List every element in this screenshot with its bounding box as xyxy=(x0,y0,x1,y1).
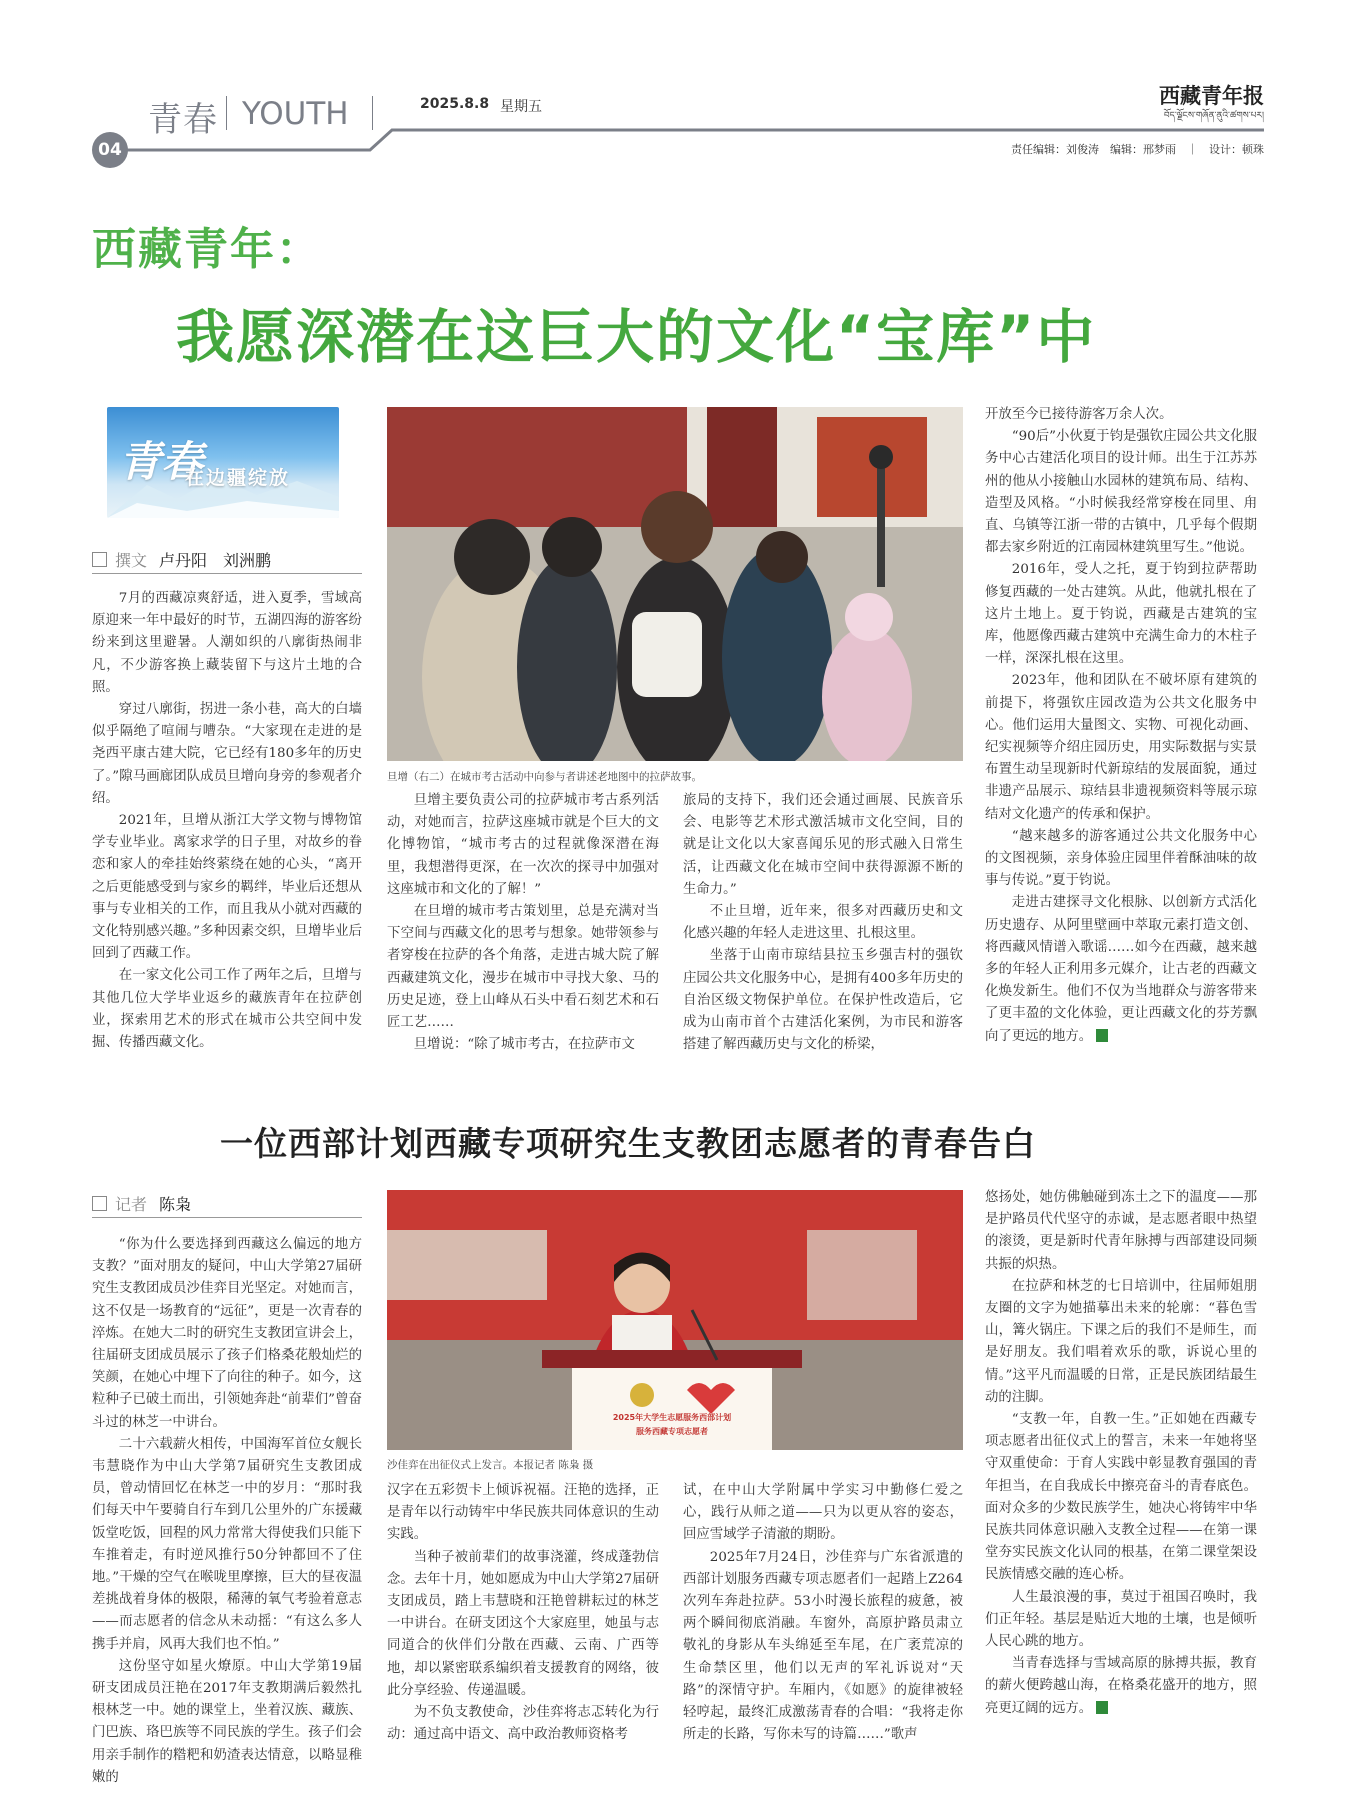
paragraph xyxy=(985,1653,1257,1720)
paragraph: 旅局的支持下，我们还会通过画展、民族音乐会、电影等艺术形式激活城市文化空间，目的就是让文化以大家喜闻乐见的形式融入日常生活，让西藏文化在城市空间中获得源源不断的生命力。” xyxy=(683,793,963,897)
column-logo-title: 青春 xyxy=(119,437,204,486)
podium-text-line1: 2025年大学生志愿服务西部计划 xyxy=(612,1413,732,1422)
article1-photo-caption: 旦增（右二）在城市考古活动中向参与者讲述老地图中的拉萨故事。 xyxy=(387,771,702,783)
masthead-tibetan: བོད་ལྗོངས་གཞོན་ནུའི་ཚགས་པར། xyxy=(1163,111,1264,121)
article2-column-4 xyxy=(985,1187,1257,1720)
paragraph: 不止旦增，近年来，很多对西藏历史和文化感兴趣的年轻人走进这里、扎根这里。 xyxy=(683,904,963,942)
issue-date: 2025.8.8 xyxy=(420,96,490,112)
paragraph: 在一家文化公司工作了两年之后，旦增与其他几位大学毕业返乡的藏族青年在拉萨创业，探索用艺术的形式在城市公共空间中发掘、传播西藏文化。 xyxy=(92,968,362,1051)
article1-headline-line1: 西藏青年： xyxy=(92,224,322,275)
paragraph: 当种子被前辈们的故事浇灌，终成蓬勃信念。去年十月，她如愿成为中山大学第27届研支团成员，踏上韦慧晓和汪艳曾耕耘过的林芝一中讲台。在研支团这个大家庭里，她虽与志同道合的伙伴们分散在西藏、云南、广西等地，却以紧密联系编织着支援教育的网络，彼此分享经验、传递温暖。 xyxy=(387,1549,659,1698)
masthead-title: 西藏青年报 xyxy=(1159,83,1264,108)
article1-column-2 xyxy=(387,790,659,1056)
paragraph: 在旦增的城市考古策划里，总是充满对当下空间与西藏文化的思考与想象。她带领参与者穿梭在拉萨的各个角落，走进古城大院了解西藏建筑文化，漫步在城市中寻找大象、马的历史足迹，登上山峰从石头中看石刻艺术和石匠工艺…… xyxy=(387,904,659,1031)
article1-column-3 xyxy=(683,790,963,1056)
paragraph: 2025年7月24日，沙佳弈与广东省派遣的西部计划服务西藏专项志愿者们一起踏上Z264次列车奔赴拉萨。53小时漫长旅程的疲惫，被两个瞬间彻底消融。车窗外，高原护路员肃立敬礼的身影从车头绵延至车尾，在广袤荒凉的生命禁区里，他们以无声的军礼诉说对“天路”的深情守护。车厢内，《如愿》的旋律被轻轻哼起，最终汇成激荡青春的合唱：“我将走你所走的长路，写你未写的诗篇……”歌声 xyxy=(683,1549,963,1743)
byline-names: 卢丹阳 刘洲鹏 xyxy=(159,551,272,570)
article2-photo xyxy=(387,1190,963,1450)
paragraph: 在拉萨和林芝的七日培训中，往届师姐朋友圈的文字为她描摹出未来的轮廓：“暮色雪山，篝火锅庄。下课之后的我们不是师生，而是好朋友。我们唱着欢乐的歌，诉说心里的情。”这平凡而温暖的日常，正是民族团结最生动的注脚。 xyxy=(985,1278,1257,1405)
article2-column-1 xyxy=(92,1234,362,1789)
paragraph: 穿过八廓街，拐进一条小巷，高大的白墙似乎隔绝了喧闹与嘈杂。“大家现在走进的是尧西平康古建大院，它已经有180多年的历史了。”隙马画廊团队成员旦增向身旁的参观者介绍。 xyxy=(92,702,362,806)
byline-names: 陈枭 xyxy=(159,1195,192,1214)
article2-column-3 xyxy=(683,1480,963,1746)
podium-text-line2: 服务西藏专项志愿者 xyxy=(636,1427,708,1436)
end-mark-icon xyxy=(1096,1029,1108,1042)
column-logo-subtitle: 在边疆绽放 xyxy=(185,467,291,489)
article2-headline: 一位西部计划西藏专项研究生支教团志愿者的青春告白 xyxy=(220,1124,1036,1163)
byline-label: 撰文 xyxy=(115,551,148,570)
paragraph: 旦增说：“除了城市考古，在拉萨市文 xyxy=(413,1037,635,1053)
article1-byline xyxy=(92,548,271,571)
paragraph-text: 走进古建探寻文化根脉、以创新方式活化历史遗存、从阿里壁画中萃取元素打造文创、将西藏风情谱入歌谣……如今在西藏，越来越多的年轻人正利用多元媒介，让古老的西藏文化焕发新生。他们不仅为当地群众与游客带来了更丰盈的文化体验，更让西藏文化的芬芳飘向了更远的地方。 xyxy=(985,895,1257,1044)
article2-photo-caption: 沙佳弈在出征仪式上发言。本报记者 陈枭 摄 xyxy=(387,1459,594,1471)
paragraph: 悠扬处，她仿佛触碰到冻土之下的温度——那是护路员代代坚守的赤诚，是志愿者眼中热望的滚烫，更是新时代青年脉搏与西部建设同频共振的炽热。 xyxy=(985,1190,1257,1272)
page-number: 04 xyxy=(92,132,128,168)
street-scene-photo xyxy=(387,407,963,761)
paragraph: 为不负支教使命，沙佳弈将志忑转化为行动：通过高中语文、高中政治教师资格考 xyxy=(387,1705,659,1743)
article1-column-4 xyxy=(985,404,1257,1048)
ceremony-photo xyxy=(387,1190,963,1450)
paragraph: 7月的西藏凉爽舒适，进入夏季，雪域高原迎来一年中最好的时节，五湖四海的游客纷纷来到这里避暑。人潮如织的八廓街热闹非凡，不少游客换上藏装留下与这片土地的合照。 xyxy=(92,591,362,695)
section-title-cn: 青春 xyxy=(148,100,218,140)
issue-weekday: 星期五 xyxy=(500,99,542,115)
paragraph: 2023年，他和团队在不破坏原有建筑的前提下，将强钦庄园改造为公共文化服务中心。他们运用大量图文、实物、可视化动画、纪实视频等介绍庄园历史，用实际数据与实景布置生动呈现新时代新琼结的发展面貌，通过非遗产品展示、琼结县非遗视频资料等展示琼结对文化遗产的传承和保护。 xyxy=(985,673,1257,822)
pen-icon xyxy=(92,552,107,567)
paragraph: 这份坚守如星火燎原。中山大学第19届研支团成员汪艳在2017年支教期满后毅然扎根林芝一中。她的课堂上，坐着汉族、藏族、门巴族、珞巴族等不同民族的学生。孩子们会用亲手制作的糌粑和奶渣表达情意，以略显稚嫩的 xyxy=(92,1658,362,1785)
end-mark-icon xyxy=(1096,1701,1108,1714)
article2-byline xyxy=(92,1192,191,1215)
paragraph: 2016年，受人之托，夏于钧到拉萨帮助修复西藏的一处古建筑。从此，他就扎根在了这片土地上。夏于钧说，西藏是古建筑的宝库，他愿像西藏古建筑中充满生命力的木柱子一样，深深扎根在这里。 xyxy=(985,562,1257,667)
paragraph: “越来越多的游客通过公共文化服务中心的文图视频，亲身体验庄园里伴着酥油味的故事与传说。”夏于钧说。 xyxy=(985,828,1257,889)
article1-headline-line2: 我愿深潜在这巨大的文化“宝库”中 xyxy=(176,303,1097,371)
byline-label: 记者 xyxy=(115,1195,148,1214)
editor-credits: 责任编辑：刘俊涛 编辑：邢梦雨 ｜ 设计：顿珠 xyxy=(1011,143,1264,156)
paragraph: 旦增主要负责公司的拉萨城市考古系列活动，对她而言，拉萨这座城市就是个巨大的文化博物馆，“城市考古的过程就像深潜在海里，我想潜得更深，在一次次的探寻中加强对这座城市和文化的了解！” xyxy=(387,793,659,897)
paragraph: 开放至今已接待游客万余人次。 xyxy=(985,407,1173,422)
paragraph: 试，在中山大学附属中学实习中勤修仁爱之心，践行从师之道——只为以更从容的姿态，回应雪域学子清澈的期盼。 xyxy=(683,1483,963,1543)
article2-column-2 xyxy=(387,1480,659,1746)
paragraph: 人生最浪漫的事，莫过于祖国召唤时，我们正年轻。基层是贴近大地的土壤，也是倾听人民心跳的地方。 xyxy=(985,1589,1257,1650)
paragraph: “支教一年，自教一生。”正如她在西藏专项志愿者出征仪式上的誓言，未来一年她将坚守双重使命：于育人实践中彰显教育强国的青年担当，在自我成长中擦亮奋斗的青春底色。面对众多的少数民族学生，她决心将铸牢中华民族共同体意识融入支教全过程——在第一课堂夯实民族文化认同的根基，在第二课堂架设民族情感交融的连心桥。 xyxy=(985,1412,1257,1583)
paragraph: 坐落于山南市琼结县拉玉乡强吉村的强钦庄园公共文化服务中心，是拥有400多年历史的自治区级文物保护单位。在保护性改造后，它成为山南市首个古建活化案例，为市民和游客搭建了解西藏历史与文化的桥梁， xyxy=(683,948,963,1053)
paragraph: “你为什么要选择到西藏这么偏远的地方支教？”面对朋友的疑问，中山大学第27届研究生支教团成员沙佳弈目光坚定。对她而言，这不仅是一场教育的“远征”，更是一次青春的淬炼。在她大二时的研究生支教团宣讲会上，往届研支团成员展示了孩子们格桑花般灿烂的笑颜，在她心中埋下了向往的种子。如今，这粒种子已破土而出，引领她奔赴“前辈们”曾奋斗过的林芝一中讲台。 xyxy=(92,1237,362,1430)
paragraph: 汉字在五彩贺卡上倾诉祝福。汪艳的选择，正是青年以行动铸牢中华民族共同体意识的生动实践。 xyxy=(387,1483,659,1543)
paragraph-text: 当青春选择与雪域高原的脉搏共振，教育的薪火便跨越山海，在格桑花盛开的地方，照亮更辽阔的远方。 xyxy=(985,1656,1257,1716)
pen-icon xyxy=(92,1196,107,1211)
paragraph xyxy=(985,892,1257,1047)
column-logo xyxy=(107,407,339,518)
article1-column-1 xyxy=(92,588,362,1054)
section-title-en: YOUTH xyxy=(242,96,349,132)
paragraph: 二十六载薪火相传，中国海军首位女舰长韦慧晓作为中山大学第7届研究生支教团成员，曾动情回忆在林芝一中的岁月：“那时我们每天中午要骑自行车到几公里外的广东援藏饭堂吃饭，回程的风力常常大得使我们只能下车推着走，有时逆风推行50分钟都回不了住地。”干燥的空气在喉咙里摩擦，巨大的昼夜温差挑战着身体的极限，稀薄的氧气考验着意志——而志愿者的信念从未动摇：“有这么多人携手并肩，风再大我们也不怕。” xyxy=(92,1436,362,1652)
paragraph: 2021年，旦增从浙江大学文物与博物馆学专业毕业。离家求学的日子里，对故乡的眷恋和家人的牵挂始终萦绕在她的心头，“离开之后更能感受到与家乡的羁绊，毕业后还想从事与专业相关的工作，而且我从小就对西藏的文化特别感兴趣。”多种因素交织，旦增毕业后回到了西藏工作。 xyxy=(92,813,362,962)
divider xyxy=(92,1217,362,1218)
divider xyxy=(92,573,362,574)
article1-photo xyxy=(387,407,963,761)
paragraph: “90后”小伙夏于钧是强钦庄园公共文化服务中心古建活化项目的设计师。出生于江苏苏州的他从小接触山水园林的建筑布局、结构、造型及风格。“小时候我经常穿梭在同里、甪直、乌镇等江浙一带的古镇中，几乎每个假期都去家乡附近的江南园林建筑里写生。”他说。 xyxy=(985,429,1257,556)
